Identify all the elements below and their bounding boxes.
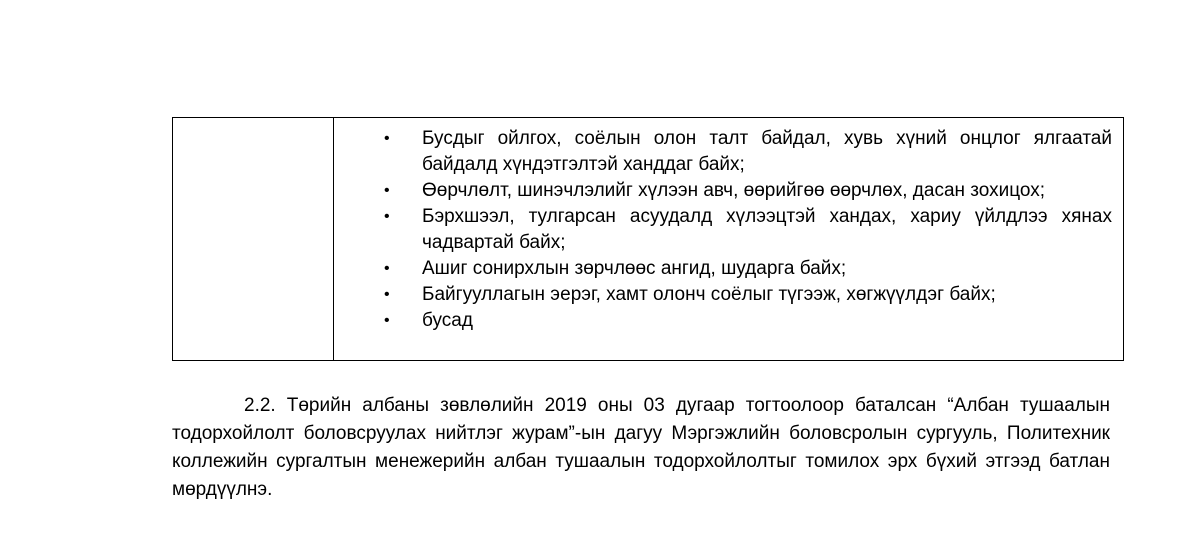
list-item (384, 178, 1112, 204)
bullet-icon: • (384, 208, 390, 225)
list-item-text: Ашиг сонирхлын зөрчлөөс ангид, шударга байх; (422, 258, 847, 279)
list-item (384, 204, 1112, 256)
section-2-2-paragraph: 2.2. Төрийн албаны зөвлөлийн 2019 оны 03 дугаар тогтоолоор баталсан “Албан тушаалын тодорхойлолт боловсруулах нийтлэг журам”-ын дагуу Мэргэжлийн боловсролын сургууль, Политехник коллежийн сургалтын менежерийн албан тушаалын тодорхойлолтыг томилох эрх бүхий этгээд батлан мөрдүүлнэ. (172, 395, 1110, 500)
bullet-icon: • (384, 130, 390, 147)
list-item (384, 126, 1112, 178)
list-item-text: бусад (422, 310, 473, 331)
requirements-bullet-list (384, 126, 1112, 334)
list-item-text: Бэрхшээл, тулгарсан асуудалд хүлээцтэй хандах, хариу үйлдлээ хянах чадвартай байх; (422, 206, 1112, 253)
list-item-text: Байгууллагын эерэг, хамт олонч соёлыг түгээж, хөгжүүлдэг байх; (422, 284, 996, 305)
list-item-text: Бусдыг ойлгох, соёлын олон талт байдал, хувь хүний онцлог ялгаатай байдалд хүндэтгэлтэй ханддаг байх; (422, 128, 1112, 175)
bullet-icon: • (384, 260, 390, 277)
bullet-icon: • (384, 312, 390, 329)
bullet-icon: • (384, 182, 390, 199)
table-column-divider (333, 117, 334, 361)
bullet-icon: • (384, 286, 390, 303)
list-item-text: Өөрчлөлт, шинэчлэлийг хүлээн авч, өөрийгөө өөрчлөх, дасан зохицох; (422, 180, 1046, 201)
list-item (384, 256, 1112, 282)
list-item (384, 308, 1112, 334)
list-item (384, 282, 1112, 308)
